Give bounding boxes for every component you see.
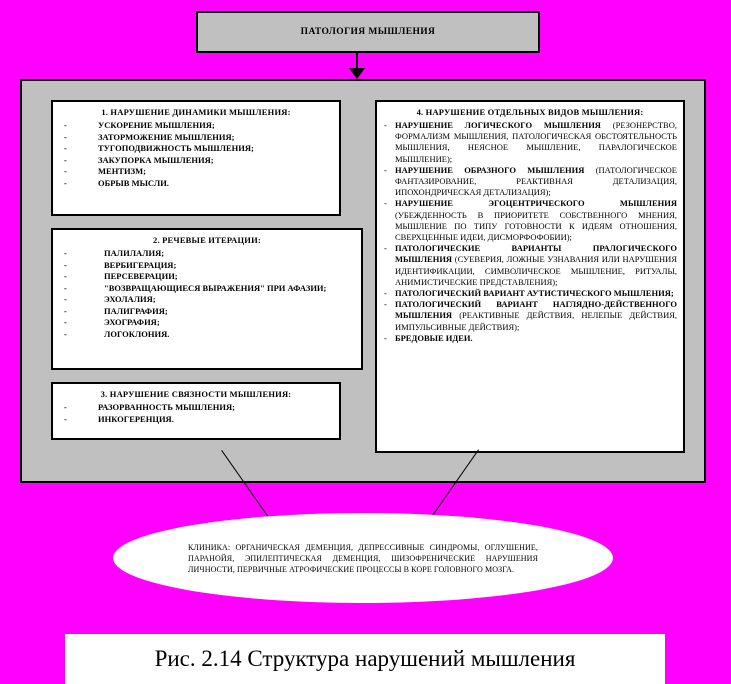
list-item: - МЕНТИЗМ; [60, 166, 332, 178]
panel-speech-iterations [51, 228, 363, 370]
panel-coherence-heading: 3. НАРУШЕНИЕ СВЯЗНОСТИ МЫШЛЕНИЯ: [100, 389, 292, 399]
list-item: - "ВОЗВРАЩАЮЩИЕСЯ ВЫРАЖЕНИЯ" ПРИ АФАЗИИ; [60, 283, 354, 295]
list-item-bold: БРЕДОВЫЕ ИДЕИ. [395, 332, 473, 343]
list-item-bold: НАРУШЕНИЕ ЛОГИЧЕСКОГО МЫШЛЕНИЯ [395, 120, 601, 130]
panel-dynamics-list [60, 120, 332, 189]
panel-types-list [383, 120, 677, 344]
list-item: - ЭХОГРАФИЯ; [60, 317, 354, 329]
list-item [383, 120, 677, 165]
list-item-bold: ПАТОЛОГИЧЕСКИЙ ВАРИАНТ НАГЛЯДНО-ДЕЙСТВЕННОГО МЫШЛЕНИЯ [395, 299, 677, 321]
panel-dynamics-heading: 1. НАРУШЕНИЕ ДИНАМИКИ МЫШЛЕНИЯ: [101, 107, 291, 117]
list-item [383, 299, 677, 333]
list-item: - ЗАТОРМОЖЕНИЕ МЫШЛЕНИЯ; [60, 132, 332, 144]
panel-iterations-list [60, 248, 354, 340]
list-item [383, 288, 677, 299]
diagram-title-label: ПАТОЛОГИЯ МЫШЛЕНИЯ [300, 27, 436, 37]
figure-caption-text: Рис. 2.14 Структура нарушений мышления [154, 646, 576, 671]
list-item-bold: НАРУШЕНИЕ ЭГОЦЕНТРИЧЕСКОГО МЫШЛЕНИЯ [395, 198, 677, 209]
list-item-bold: ПАТОЛОГИЧЕСКИЙ ВАРИАНТ АУТИСТИЧЕСКОГО МЫШЛЕНИЯ; [395, 288, 674, 299]
list-item: - ЛОГОКЛОНИЯ. [60, 329, 354, 341]
panel-types-heading: 4. НАРУШЕНИЕ ОТДЕЛЬНЫХ ВИДОВ МЫШЛЕНИЯ: [416, 107, 644, 117]
list-item: - ИНКОГЕРЕНЦИЯ. [60, 414, 332, 426]
list-item [383, 243, 677, 288]
list-item [383, 198, 677, 243]
list-item: - УСКОРЕНИЕ МЫШЛЕНИЯ; [60, 120, 332, 132]
list-item-rest: (РЕАКТИВНЫЕ ДЕЙСТВИЯ, НЕЛЕПЫЕ ДЕЙСТВИЯ, ИМПУЛЬСИВНЫЕ ДЕЙСТВИЯ); [395, 310, 677, 332]
list-item: - РАЗОРВАННОСТЬ МЫШЛЕНИЯ; [60, 402, 332, 414]
list-item: - ОБРЫВ МЫСЛИ. [60, 178, 332, 190]
clinic-text: КЛИНИКА: ОРГАНИЧЕСКАЯ ДЕМЕНЦИЯ, ДЕПРЕССИВНЫЕ СИНДРОМЫ, ОГЛУШЕНИЕ, ПАРАНОЙЯ, ЭПИЛЕПТИЧЕСКАЯ ДЕМЕНЦИЯ, ШИЗОФРЕНИЧЕСКИЕ НАРУШЕНИЯ ЛИЧНОСТИ, ПЕРВИЧНЫЕ АТРОФИЧЕСКИЕ ПРОЦЕССЫ В КОРЕ ГОЛОВНОГО МОЗГА. [188, 542, 538, 574]
list-item-rest: (ПАТОЛОГИЧЕСКОЕ ФАНТАЗИРОВАНИЕ, РЕАКТИВНАЯ ДЕТАЛИЗАЦИЯ, ИПОХОНДРИЧЕСКАЯ ДЕТАЛИЗАЦИЯ); [395, 164, 677, 198]
panel-coherence-list [60, 402, 332, 425]
list-item: - ЭХОЛАЛИЯ; [60, 294, 354, 306]
list-item-rest: (РЕЗОНЕРСТВО, ФОРМАЛИЗМ МЫШЛЕНИЯ, ПАТОЛОГИЧЕСКАЯ ОБСТОЯТЕЛЬНОСТЬ МЫШЛЕНИЯ, НЕЯСНОЕ МЫШЛЕНИЕ, ПАРАЛОГИЧЕСКОЕ МЫШЛЕНИЕ); [395, 120, 677, 164]
list-item: - ТУГОПОДВИЖНОСТЬ МЫШЛЕНИЯ; [60, 143, 332, 155]
figure-caption-box [65, 634, 665, 684]
arrow-head-icon [349, 68, 365, 79]
list-item-bold: ПАТОЛОГИЧЕСКИЕ ВАРИАНТЫ ПРАЛОГИЧЕСКОГО МЫШЛЕНИЯ [395, 243, 677, 265]
list-item: - ПАЛИГРАФИЯ; [60, 306, 354, 318]
list-item: - ВЕРБИГЕРАЦИЯ; [60, 260, 354, 272]
list-item: - ПАЛИЛАЛИЯ; [60, 248, 354, 260]
list-item: - ПЕРСЕВЕРАЦИИ; [60, 271, 354, 283]
panel-iterations-heading: 2. РЕЧЕВЫЕ ИТЕРАЦИИ: [153, 235, 261, 245]
list-item-bold: НАРУШЕНИЕ ОБРАЗНОГО МЫШЛЕНИЯ [395, 164, 585, 175]
list-item-rest: (СУЕВЕРИЯ, ЛОЖНЫЕ УЗНАВАНИЯ ИЛИ НАРУШЕНИЯ ИДЕНТИФИКАЦИИ, СИМВОЛИЧЕСКОЕ МЫШЛЕНИЕ, РИТУАЛЫ, АНИМИСТИЧЕСКИЕ ПРЕДСТАВЛЕНИЯ); [395, 254, 677, 287]
list-item [383, 333, 677, 344]
list-item: - ЗАКУПОРКА МЫШЛЕНИЯ; [60, 155, 332, 167]
clinic-ellipse [113, 513, 613, 603]
panel-thinking-coherence [51, 382, 341, 440]
list-item-rest: (УБЕЖДЕННОСТЬ В ПРИОРИТЕТЕ СОБСТВЕННОГО МНЕНИЯ, МЫШЛЕНИЕ ПО ТИПУ ГОТОВНОСТИ К ИДЕЯМ ОТНОШЕНИЯ, СВЕРХЦЕННЫЕ ИДЕИ, ДИСМОРФОФОБИИ); [395, 209, 677, 243]
list-item [383, 165, 677, 199]
diagram-title-box [196, 11, 540, 53]
panel-thinking-dynamics [51, 100, 341, 216]
panel-thinking-types [375, 100, 685, 453]
